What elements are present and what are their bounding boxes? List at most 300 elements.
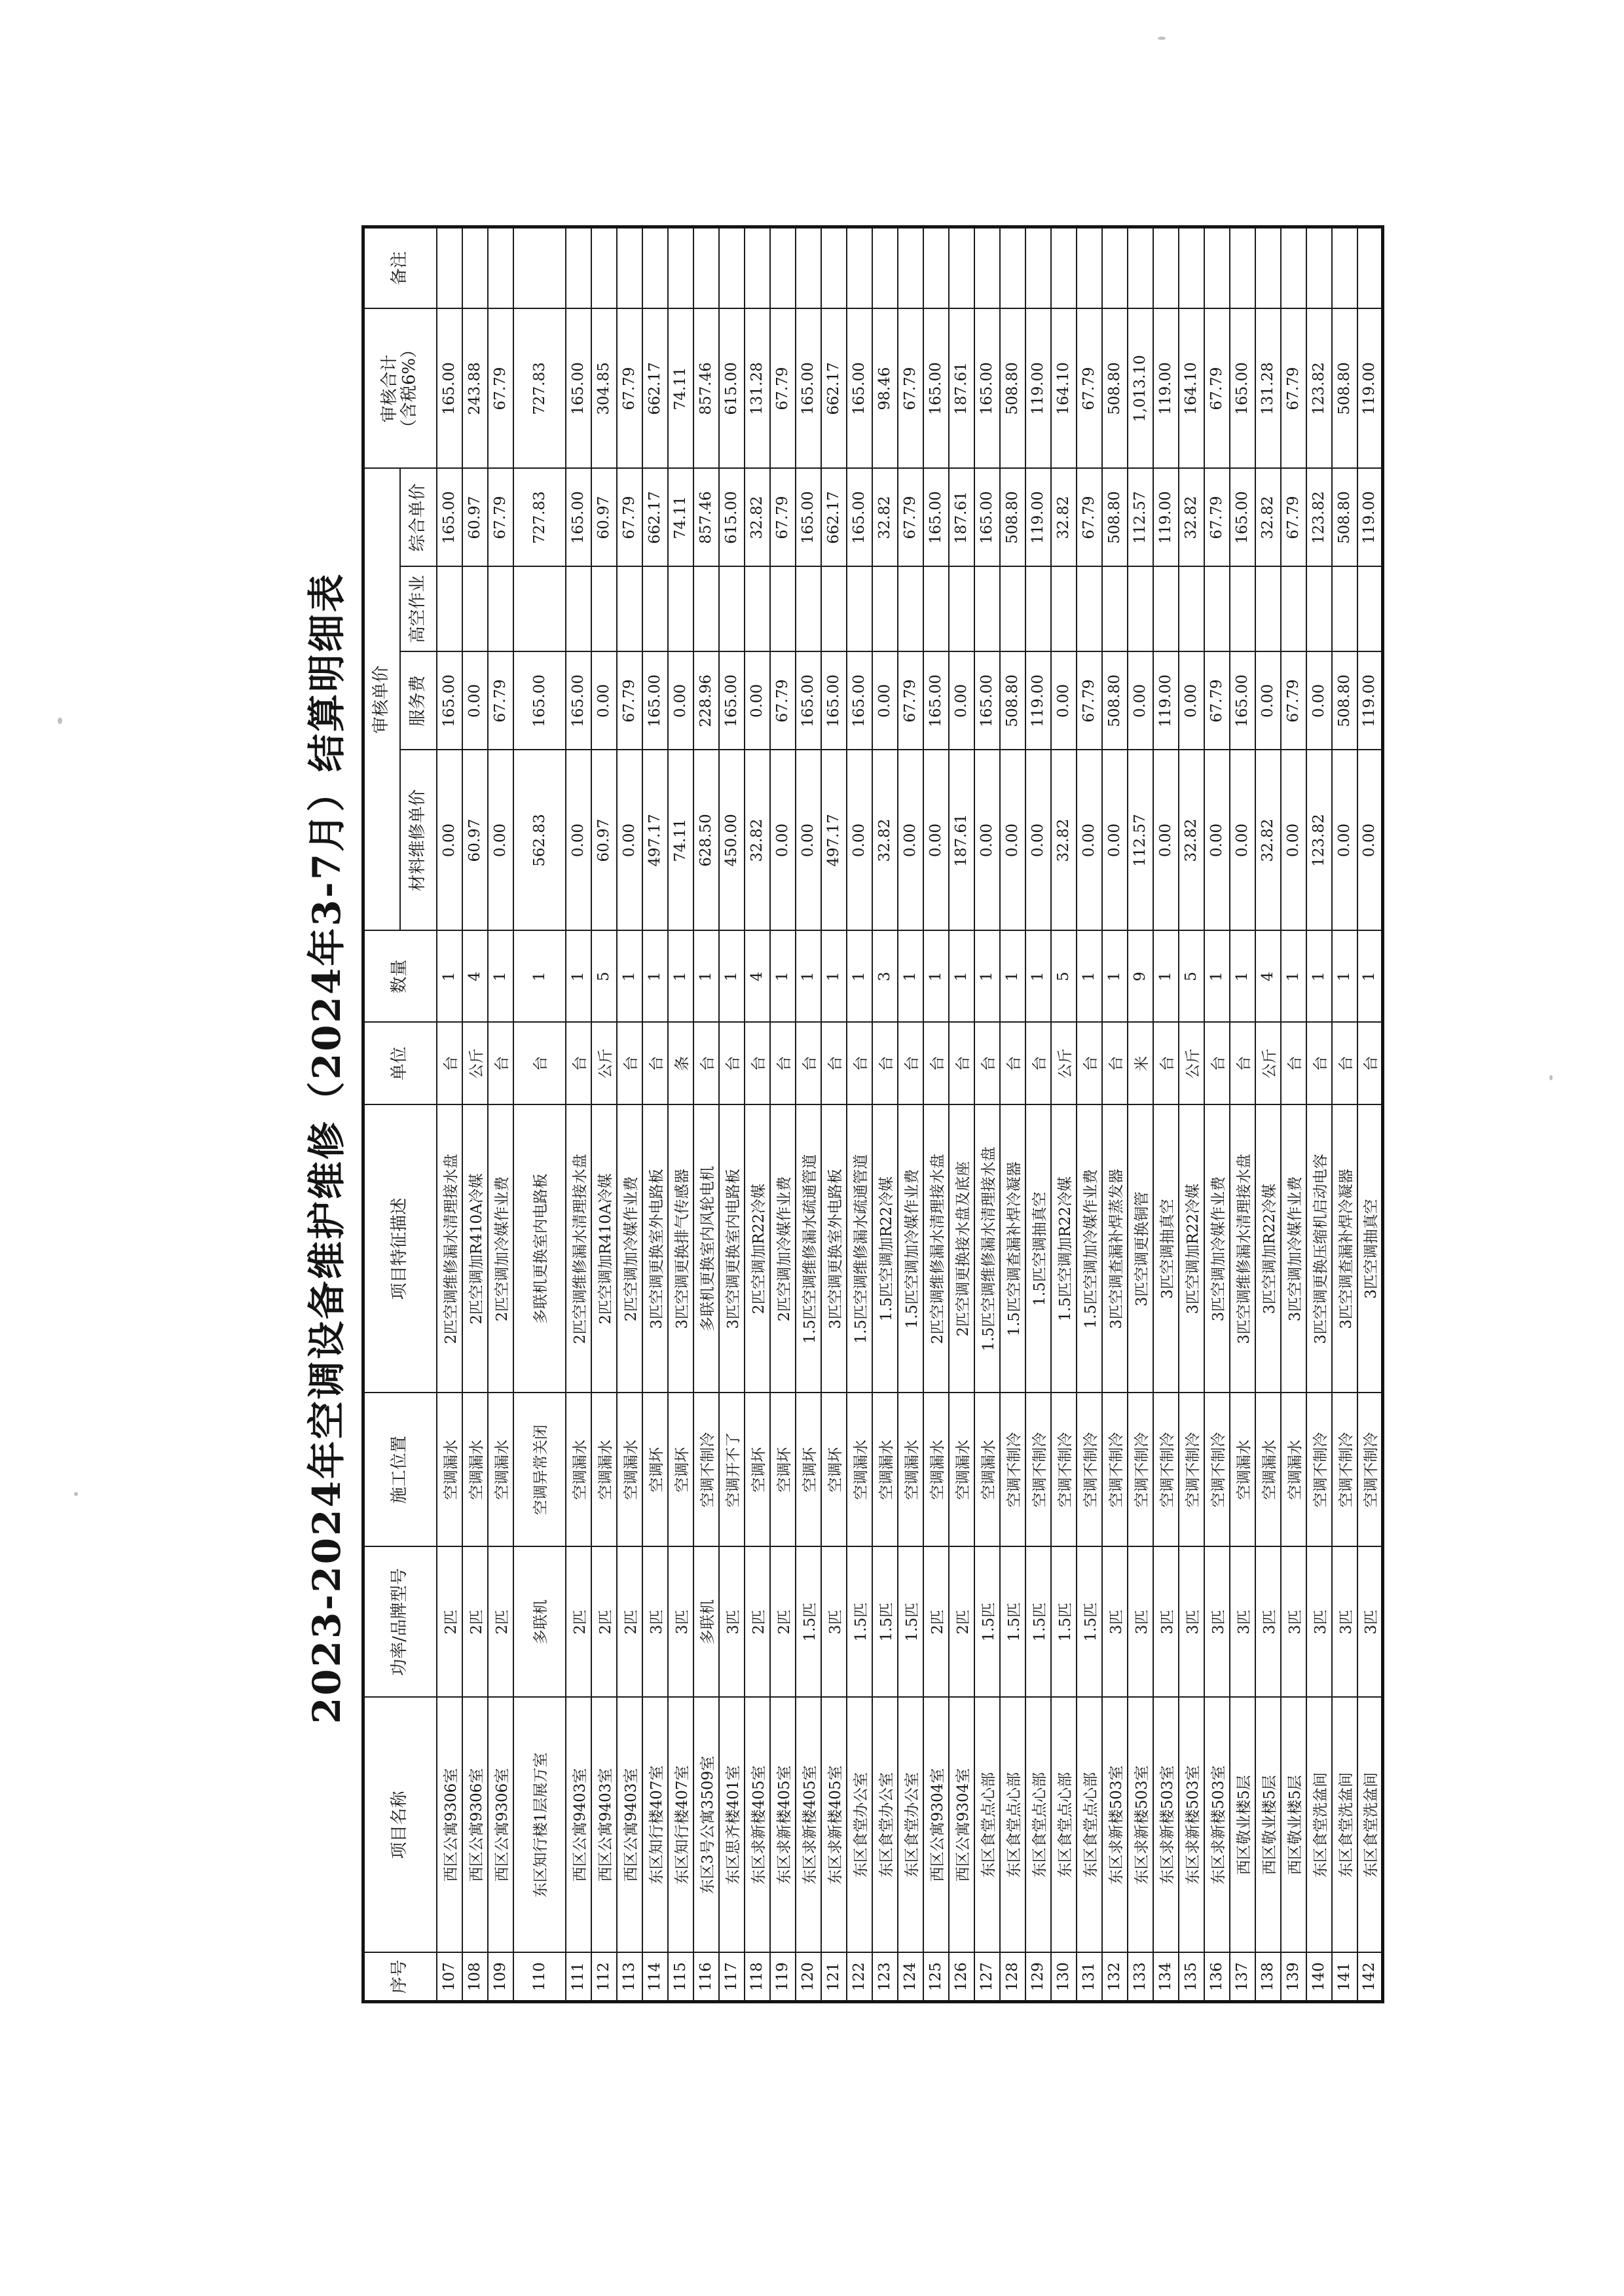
cell-audited-total: 123.82 bbox=[1306, 309, 1332, 469]
cell-high-altitude bbox=[1025, 567, 1051, 652]
cell-power-model: 1.5匹 bbox=[872, 1547, 898, 1698]
cell-unit: 台 bbox=[437, 1023, 462, 1105]
cell-service-fee: 67.79 bbox=[488, 652, 513, 750]
cell-material-price: 0.00 bbox=[1025, 750, 1051, 931]
cell-material-price: 450.00 bbox=[719, 750, 745, 931]
cell-audited-total: 98.46 bbox=[872, 309, 898, 469]
cell-high-altitude bbox=[1255, 567, 1281, 652]
cell-composite-price: 67.79 bbox=[1204, 469, 1230, 567]
cell-project-name: 东区食堂洗盆间 bbox=[1306, 1698, 1332, 1953]
cell-material-price: 32.82 bbox=[1255, 750, 1281, 931]
cell-unit: 台 bbox=[1025, 1023, 1051, 1105]
cell-project-name: 东区求新楼503室 bbox=[1102, 1698, 1128, 1953]
cell-composite-price: 32.82 bbox=[1179, 469, 1204, 567]
header-service-fee: 服务费 bbox=[400, 652, 437, 750]
cell-remarks bbox=[898, 227, 923, 309]
cell-project-name: 西区敬业楼5层 bbox=[1255, 1698, 1281, 1953]
cell-composite-price: 508.80 bbox=[1000, 469, 1025, 567]
cell-audited-total: 187.61 bbox=[949, 309, 974, 469]
cell-service-fee: 508.80 bbox=[1000, 652, 1025, 750]
cell-audited-total: 615.00 bbox=[719, 309, 745, 469]
header-unit: 单位 bbox=[363, 1023, 437, 1105]
cell-unit: 台 bbox=[872, 1023, 898, 1105]
cell-material-price: 0.00 bbox=[796, 750, 821, 931]
cell-composite-price: 165.00 bbox=[437, 469, 462, 567]
cell-service-fee: 119.00 bbox=[1357, 652, 1383, 750]
cell-power-model: 2匹 bbox=[923, 1547, 949, 1698]
cell-service-fee: 165.00 bbox=[566, 652, 591, 750]
cell-service-fee: 67.79 bbox=[1204, 652, 1230, 750]
cell-high-altitude bbox=[745, 567, 770, 652]
cell-index: 131 bbox=[1077, 1953, 1102, 2002]
cell-power-model: 3匹 bbox=[1179, 1547, 1204, 1698]
cell-index: 114 bbox=[642, 1953, 668, 2002]
table-row bbox=[898, 227, 923, 2002]
scan-speck bbox=[58, 718, 62, 724]
cell-composite-price: 165.00 bbox=[847, 469, 872, 567]
cell-remarks bbox=[770, 227, 796, 309]
cell-quantity: 1 bbox=[1230, 931, 1255, 1023]
cell-index: 133 bbox=[1128, 1953, 1153, 2002]
cell-high-altitude bbox=[1357, 567, 1383, 652]
cell-audited-total: 165.00 bbox=[1230, 309, 1255, 469]
cell-project-name: 西区公寓9306室 bbox=[488, 1698, 513, 1953]
cell-audited-total: 67.79 bbox=[898, 309, 923, 469]
cell-remarks bbox=[1179, 227, 1204, 309]
cell-index: 116 bbox=[693, 1953, 719, 2002]
cell-service-fee: 228.96 bbox=[693, 652, 719, 750]
cell-high-altitude bbox=[898, 567, 923, 652]
cell-quantity: 1 bbox=[513, 931, 566, 1023]
cell-project-name: 东区食堂点心部 bbox=[1051, 1698, 1077, 1953]
cell-unit: 台 bbox=[974, 1023, 1000, 1105]
cell-unit: 公斤 bbox=[462, 1023, 488, 1105]
cell-quantity: 1 bbox=[437, 931, 462, 1023]
cell-power-model: 1.5匹 bbox=[974, 1547, 1000, 1698]
cell-feature-desc: 2匹空调维修漏水清理接水盘 bbox=[923, 1105, 949, 1393]
table-row bbox=[668, 227, 693, 2002]
cell-feature-desc: 3匹空调维修漏水清理接水盘 bbox=[1230, 1105, 1255, 1393]
cell-power-model: 多联机 bbox=[693, 1547, 719, 1698]
scan-speck bbox=[1158, 37, 1166, 40]
cell-feature-desc: 1.5匹空调维修漏水疏通管道 bbox=[847, 1105, 872, 1393]
cell-material-price: 187.61 bbox=[949, 750, 974, 931]
cell-project-name: 东区求新楼503室 bbox=[1128, 1698, 1153, 1953]
cell-material-price: 0.00 bbox=[974, 750, 1000, 931]
cell-material-price: 0.00 bbox=[1077, 750, 1102, 931]
cell-material-price: 0.00 bbox=[1102, 750, 1128, 931]
cell-feature-desc: 1.5匹空调查漏补焊冷凝器 bbox=[1000, 1105, 1025, 1393]
cell-power-model: 2匹 bbox=[437, 1547, 462, 1698]
cell-quantity: 1 bbox=[617, 931, 642, 1023]
cell-location: 空调异常关闭 bbox=[513, 1393, 566, 1547]
cell-power-model: 3匹 bbox=[1230, 1547, 1255, 1698]
cell-power-model: 2匹 bbox=[617, 1547, 642, 1698]
cell-high-altitude bbox=[617, 567, 642, 652]
header-location: 施工位置 bbox=[363, 1393, 437, 1547]
cell-material-price: 497.17 bbox=[821, 750, 847, 931]
cell-audited-total: 662.17 bbox=[821, 309, 847, 469]
header-project-name: 项目名称 bbox=[363, 1698, 437, 1953]
table-row bbox=[1153, 227, 1179, 2002]
cell-high-altitude bbox=[693, 567, 719, 652]
cell-high-altitude bbox=[1179, 567, 1204, 652]
cell-composite-price: 165.00 bbox=[1230, 469, 1255, 567]
cell-project-name: 东区求新楼405室 bbox=[796, 1698, 821, 1953]
cell-feature-desc: 2匹空调加R22冷媒 bbox=[745, 1105, 770, 1393]
cell-project-name: 东区食堂办公室 bbox=[872, 1698, 898, 1953]
cell-material-price: 0.00 bbox=[488, 750, 513, 931]
cell-unit: 台 bbox=[1306, 1023, 1332, 1105]
cell-project-name: 东区食堂点心部 bbox=[1000, 1698, 1025, 1953]
cell-composite-price: 67.79 bbox=[770, 469, 796, 567]
cell-remarks bbox=[1077, 227, 1102, 309]
cell-service-fee: 508.80 bbox=[1332, 652, 1357, 750]
cell-index: 139 bbox=[1281, 1953, 1306, 2002]
cell-unit: 米 bbox=[1128, 1023, 1153, 1105]
cell-quantity: 1 bbox=[1281, 931, 1306, 1023]
cell-project-name: 东区求新楼405室 bbox=[770, 1698, 796, 1953]
cell-service-fee: 0.00 bbox=[1306, 652, 1332, 750]
cell-material-price: 60.97 bbox=[462, 750, 488, 931]
cell-feature-desc: 3匹空调加R22冷媒 bbox=[1255, 1105, 1281, 1393]
cell-material-price: 112.57 bbox=[1128, 750, 1153, 931]
cell-unit: 台 bbox=[1153, 1023, 1179, 1105]
cell-composite-price: 187.61 bbox=[949, 469, 974, 567]
cell-quantity: 1 bbox=[719, 931, 745, 1023]
cell-remarks bbox=[462, 227, 488, 309]
cell-quantity: 5 bbox=[1051, 931, 1077, 1023]
cell-remarks bbox=[745, 227, 770, 309]
cell-location: 空调漏水 bbox=[617, 1393, 642, 1547]
cell-high-altitude bbox=[1077, 567, 1102, 652]
cell-material-price: 0.00 bbox=[923, 750, 949, 931]
cell-high-altitude bbox=[1153, 567, 1179, 652]
cell-material-price: 0.00 bbox=[1332, 750, 1357, 931]
cell-high-altitude bbox=[566, 567, 591, 652]
cell-quantity: 4 bbox=[1255, 931, 1281, 1023]
table-row bbox=[923, 227, 949, 2002]
table-row bbox=[847, 227, 872, 2002]
cell-audited-total: 165.00 bbox=[974, 309, 1000, 469]
cell-quantity: 5 bbox=[1179, 931, 1204, 1023]
cell-high-altitude bbox=[923, 567, 949, 652]
table-row bbox=[437, 227, 462, 2002]
cell-power-model: 3匹 bbox=[1102, 1547, 1128, 1698]
cell-remarks bbox=[1025, 227, 1051, 309]
cell-material-price: 0.00 bbox=[437, 750, 462, 931]
header-audited-total bbox=[363, 309, 437, 469]
cell-project-name: 东区求新楼503室 bbox=[1153, 1698, 1179, 1953]
cell-project-name: 东区食堂点心部 bbox=[1025, 1698, 1051, 1953]
table-row bbox=[1077, 227, 1102, 2002]
cell-feature-desc: 3匹空调更换排气传感器 bbox=[668, 1105, 693, 1393]
cell-material-price: 0.00 bbox=[1230, 750, 1255, 931]
table-row bbox=[719, 227, 745, 2002]
cell-index: 122 bbox=[847, 1953, 872, 2002]
cell-index: 140 bbox=[1306, 1953, 1332, 2002]
cell-unit: 公斤 bbox=[1051, 1023, 1077, 1105]
cell-material-price: 0.00 bbox=[898, 750, 923, 931]
table-row bbox=[591, 227, 617, 2002]
cell-high-altitude bbox=[437, 567, 462, 652]
cell-composite-price: 508.80 bbox=[1102, 469, 1128, 567]
cell-high-altitude bbox=[462, 567, 488, 652]
cell-quantity: 1 bbox=[1204, 931, 1230, 1023]
cell-remarks bbox=[1281, 227, 1306, 309]
cell-location: 空调不制冷 bbox=[1025, 1393, 1051, 1547]
cell-remarks bbox=[566, 227, 591, 309]
cell-project-name: 东区食堂办公室 bbox=[847, 1698, 872, 1953]
cell-power-model: 3匹 bbox=[1281, 1547, 1306, 1698]
cell-audited-total: 67.79 bbox=[617, 309, 642, 469]
cell-composite-price: 32.82 bbox=[745, 469, 770, 567]
header-high-altitude-work: 高空作业 bbox=[400, 567, 437, 652]
cell-service-fee: 165.00 bbox=[719, 652, 745, 750]
cell-index: 130 bbox=[1051, 1953, 1077, 2002]
cell-audited-total: 67.79 bbox=[1077, 309, 1102, 469]
cell-audited-total: 119.00 bbox=[1153, 309, 1179, 469]
cell-location: 空调漏水 bbox=[1230, 1393, 1255, 1547]
header-audited-total-line1: 审核合计 bbox=[380, 354, 400, 423]
cell-location: 空调漏水 bbox=[591, 1393, 617, 1547]
cell-audited-total: 243.88 bbox=[462, 309, 488, 469]
cell-location: 空调漏水 bbox=[566, 1393, 591, 1547]
cell-power-model: 3匹 bbox=[668, 1547, 693, 1698]
cell-composite-price: 60.97 bbox=[591, 469, 617, 567]
cell-service-fee: 0.00 bbox=[1179, 652, 1204, 750]
cell-project-name: 东区求新楼405室 bbox=[821, 1698, 847, 1953]
header-audited-unit-price-group: 审核单价 bbox=[363, 469, 400, 931]
cell-location: 空调不制冷 bbox=[1051, 1393, 1077, 1547]
table-body bbox=[437, 227, 1383, 2002]
cell-unit: 台 bbox=[745, 1023, 770, 1105]
cell-service-fee: 119.00 bbox=[1025, 652, 1051, 750]
cell-unit: 台 bbox=[796, 1023, 821, 1105]
cell-remarks bbox=[488, 227, 513, 309]
cell-feature-desc: 3匹空调加冷媒作业费 bbox=[1204, 1105, 1230, 1393]
cell-power-model: 2匹 bbox=[566, 1547, 591, 1698]
cell-service-fee: 0.00 bbox=[949, 652, 974, 750]
cell-quantity: 1 bbox=[770, 931, 796, 1023]
cell-audited-total: 727.83 bbox=[513, 309, 566, 469]
table-row bbox=[1025, 227, 1051, 2002]
cell-high-altitude bbox=[1051, 567, 1077, 652]
cell-power-model: 3匹 bbox=[642, 1547, 668, 1698]
cell-composite-price: 32.82 bbox=[872, 469, 898, 567]
cell-index: 108 bbox=[462, 1953, 488, 2002]
cell-index: 110 bbox=[513, 1953, 566, 2002]
cell-project-name: 东区求新楼503室 bbox=[1204, 1698, 1230, 1953]
cell-material-price: 0.00 bbox=[1204, 750, 1230, 931]
cell-material-price: 60.97 bbox=[591, 750, 617, 931]
cell-index: 136 bbox=[1204, 1953, 1230, 2002]
cell-location: 空调漏水 bbox=[1281, 1393, 1306, 1547]
cell-power-model: 1.5匹 bbox=[796, 1547, 821, 1698]
cell-composite-price: 119.00 bbox=[1153, 469, 1179, 567]
cell-material-price: 32.82 bbox=[872, 750, 898, 931]
cell-service-fee: 165.00 bbox=[974, 652, 1000, 750]
cell-quantity: 1 bbox=[488, 931, 513, 1023]
cell-remarks bbox=[949, 227, 974, 309]
cell-material-price: 32.82 bbox=[1051, 750, 1077, 931]
cell-power-model: 2匹 bbox=[462, 1547, 488, 1698]
cell-service-fee: 119.00 bbox=[1153, 652, 1179, 750]
header-quantity: 数量 bbox=[363, 931, 437, 1023]
cell-project-name: 东区求新楼405室 bbox=[745, 1698, 770, 1953]
table-row bbox=[513, 227, 566, 2002]
cell-audited-total: 165.00 bbox=[437, 309, 462, 469]
cell-quantity: 1 bbox=[898, 931, 923, 1023]
cell-power-model: 3匹 bbox=[1357, 1547, 1383, 1698]
cell-project-name: 西区公寓9306室 bbox=[462, 1698, 488, 1953]
cell-quantity: 1 bbox=[1102, 931, 1128, 1023]
cell-material-price: 123.82 bbox=[1306, 750, 1332, 931]
cell-power-model: 3匹 bbox=[1332, 1547, 1357, 1698]
cell-high-altitude bbox=[513, 567, 566, 652]
cell-audited-total: 662.17 bbox=[642, 309, 668, 469]
cell-quantity: 1 bbox=[1332, 931, 1357, 1023]
cell-audited-total: 119.00 bbox=[1357, 309, 1383, 469]
cell-service-fee: 67.79 bbox=[617, 652, 642, 750]
cell-remarks bbox=[591, 227, 617, 309]
cell-service-fee: 0.00 bbox=[668, 652, 693, 750]
table-row bbox=[1000, 227, 1025, 2002]
header-remarks: 备注 bbox=[363, 227, 437, 309]
cell-location: 空调开不了 bbox=[719, 1393, 745, 1547]
cell-unit: 台 bbox=[513, 1023, 566, 1105]
cell-location: 空调不制冷 bbox=[1000, 1393, 1025, 1547]
cell-feature-desc: 1.5匹空调加冷媒作业费 bbox=[1077, 1105, 1102, 1393]
table-row bbox=[872, 227, 898, 2002]
header-composite-price: 综合单价 bbox=[400, 469, 437, 567]
cell-project-name: 西区敬业楼5层 bbox=[1230, 1698, 1255, 1953]
cell-feature-desc: 2匹空调维修漏水清理接水盘 bbox=[566, 1105, 591, 1393]
cell-service-fee: 67.79 bbox=[898, 652, 923, 750]
cell-remarks bbox=[668, 227, 693, 309]
cell-power-model: 3匹 bbox=[1204, 1547, 1230, 1698]
table-row bbox=[796, 227, 821, 2002]
cell-audited-total: 131.28 bbox=[745, 309, 770, 469]
cell-unit: 台 bbox=[770, 1023, 796, 1105]
cell-project-name: 东区求新楼503室 bbox=[1179, 1698, 1204, 1953]
cell-feature-desc: 3匹空调抽真空 bbox=[1153, 1105, 1179, 1393]
cell-remarks bbox=[1204, 227, 1230, 309]
cell-project-name: 西区公寓9304室 bbox=[923, 1698, 949, 1953]
cell-audited-total: 67.79 bbox=[1281, 309, 1306, 469]
cell-unit: 台 bbox=[821, 1023, 847, 1105]
cell-index: 107 bbox=[437, 1953, 462, 2002]
table-row bbox=[821, 227, 847, 2002]
cell-audited-total: 165.00 bbox=[923, 309, 949, 469]
cell-location: 空调坏 bbox=[642, 1393, 668, 1547]
cell-service-fee: 0.00 bbox=[745, 652, 770, 750]
cell-composite-price: 662.17 bbox=[642, 469, 668, 567]
cell-material-price: 0.00 bbox=[1000, 750, 1025, 931]
cell-material-price: 0.00 bbox=[617, 750, 642, 931]
table-row bbox=[745, 227, 770, 2002]
cell-power-model: 3匹 bbox=[1153, 1547, 1179, 1698]
cell-composite-price: 857.46 bbox=[693, 469, 719, 567]
cell-project-name: 东区3号公寓3509室 bbox=[693, 1698, 719, 1953]
cell-audited-total: 304.85 bbox=[591, 309, 617, 469]
cell-feature-desc: 3匹空调更换室内电路板 bbox=[719, 1105, 745, 1393]
cell-audited-total: 165.00 bbox=[847, 309, 872, 469]
cell-project-name: 东区食堂洗盆间 bbox=[1357, 1698, 1383, 1953]
cell-material-price: 0.00 bbox=[847, 750, 872, 931]
cell-feature-desc: 多联机更换室内风轮电机 bbox=[693, 1105, 719, 1393]
cell-feature-desc: 3匹空调查漏补焊冷凝器 bbox=[1332, 1105, 1357, 1393]
cell-quantity: 3 bbox=[872, 931, 898, 1023]
cell-material-price: 562.83 bbox=[513, 750, 566, 931]
cell-index: 127 bbox=[974, 1953, 1000, 2002]
cell-location: 空调不制冷 bbox=[1102, 1393, 1128, 1547]
cell-composite-price: 67.79 bbox=[1077, 469, 1102, 567]
cell-composite-price: 60.97 bbox=[462, 469, 488, 567]
cell-composite-price: 67.79 bbox=[617, 469, 642, 567]
cell-unit: 台 bbox=[1102, 1023, 1128, 1105]
cell-high-altitude bbox=[770, 567, 796, 652]
cell-quantity: 1 bbox=[642, 931, 668, 1023]
cell-feature-desc: 3匹空调更换压缩机启动电容 bbox=[1306, 1105, 1332, 1393]
table-row bbox=[462, 227, 488, 2002]
cell-remarks bbox=[1102, 227, 1128, 309]
cell-material-price: 0.00 bbox=[1357, 750, 1383, 931]
cell-feature-desc: 1.5匹空调加R22冷媒 bbox=[1051, 1105, 1077, 1393]
cell-remarks bbox=[1153, 227, 1179, 309]
cell-audited-total: 857.46 bbox=[693, 309, 719, 469]
cell-material-price: 32.82 bbox=[1179, 750, 1204, 931]
cell-quantity: 1 bbox=[1306, 931, 1332, 1023]
table-row bbox=[566, 227, 591, 2002]
cell-location: 空调漏水 bbox=[974, 1393, 1000, 1547]
cell-location: 空调漏水 bbox=[1255, 1393, 1281, 1547]
cell-high-altitude bbox=[1306, 567, 1332, 652]
table-row bbox=[974, 227, 1000, 2002]
cell-location: 空调漏水 bbox=[872, 1393, 898, 1547]
cell-remarks bbox=[1128, 227, 1153, 309]
settlement-table bbox=[361, 225, 1384, 2003]
cell-quantity: 1 bbox=[693, 931, 719, 1023]
cell-power-model: 2匹 bbox=[745, 1547, 770, 1698]
cell-composite-price: 662.17 bbox=[821, 469, 847, 567]
cell-unit: 台 bbox=[1000, 1023, 1025, 1105]
cell-index: 129 bbox=[1025, 1953, 1051, 2002]
cell-quantity: 4 bbox=[462, 931, 488, 1023]
cell-feature-desc: 3匹空调更换室外电路板 bbox=[821, 1105, 847, 1393]
cell-high-altitude bbox=[1204, 567, 1230, 652]
table-row bbox=[1230, 227, 1255, 2002]
cell-feature-desc: 2匹空调加冷媒作业费 bbox=[617, 1105, 642, 1393]
cell-material-price: 0.00 bbox=[1281, 750, 1306, 931]
cell-location: 空调漏水 bbox=[923, 1393, 949, 1547]
cell-quantity: 1 bbox=[847, 931, 872, 1023]
cell-remarks bbox=[693, 227, 719, 309]
table-row bbox=[1332, 227, 1357, 2002]
table-header bbox=[363, 227, 437, 2002]
cell-high-altitude bbox=[668, 567, 693, 652]
cell-feature-desc: 2匹空调维修漏水清理接水盘 bbox=[437, 1105, 462, 1393]
cell-location: 空调坏 bbox=[668, 1393, 693, 1547]
cell-audited-total: 508.80 bbox=[1000, 309, 1025, 469]
cell-unit: 台 bbox=[847, 1023, 872, 1105]
cell-remarks bbox=[974, 227, 1000, 309]
cell-unit: 条 bbox=[668, 1023, 693, 1105]
cell-index: 142 bbox=[1357, 1953, 1383, 2002]
cell-audited-total: 165.00 bbox=[566, 309, 591, 469]
cell-location: 空调不制冷 bbox=[1204, 1393, 1230, 1547]
cell-location: 空调不制冷 bbox=[1332, 1393, 1357, 1547]
